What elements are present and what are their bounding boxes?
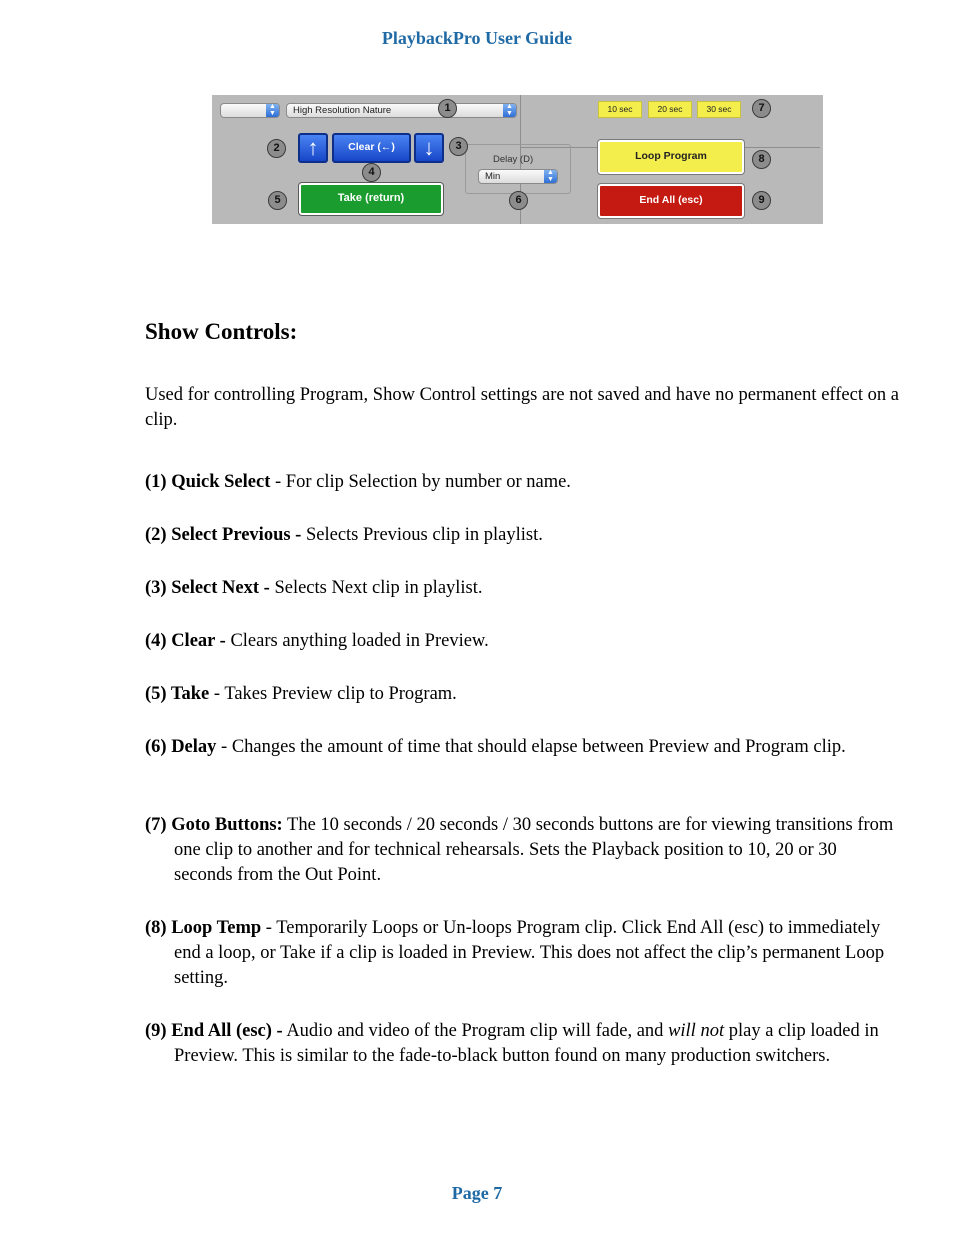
item-term: (8) Loop Temp — [145, 918, 262, 938]
quick-select-popup[interactable] — [286, 103, 517, 118]
goto-10-button[interactable]: 10 sec — [598, 101, 642, 118]
guide-title: PlaybackPro User Guide — [381, 28, 573, 48]
item-text: - Temporarily Loops or Un-loops Program clip. Click End All (esc) to immediately end a loop, or Take if a clip is loaded in Preview. This does not affect the clip’s permanent Loop setting. — [174, 918, 885, 988]
callout-7: 7 — [752, 99, 771, 118]
item-term: (7) Goto Buttons: — [145, 815, 283, 835]
callout-2: 2 — [267, 139, 286, 158]
delay-label: Delay (D) — [493, 154, 534, 165]
item-text: Audio and video of the Program clip will fade, and — [282, 1021, 669, 1041]
callout-1: 1 — [438, 99, 457, 118]
item-term: (4) Clear - — [145, 631, 226, 651]
goto-30-button[interactable]: 30 sec — [697, 101, 741, 118]
section-title: Show Controls: — [145, 319, 298, 344]
page-number: Page 7 — [451, 1183, 503, 1203]
list-item — [145, 1019, 899, 1069]
callout-9: 9 — [752, 191, 771, 210]
item-term: (9) End All (esc) - — [145, 1021, 283, 1041]
callout-3: 3 — [449, 137, 468, 156]
section-intro: Used for controlling Program, Show Control settings are not saved and have no permanent effect on a clip. — [145, 385, 899, 430]
item-term: (5) Take — [145, 684, 210, 704]
end-all-button[interactable]: End All (esc) — [598, 184, 744, 218]
item-text: The 10 seconds / 20 seconds / 30 seconds buttons are for viewing transitions from one clip to another and for technical rehearsals. Sets the Playback position to 10, 20 or 30 seconds from the Out Point. — [174, 815, 894, 885]
item-term: (3) Select Next - — [145, 578, 270, 598]
show-controls-panel — [212, 95, 823, 224]
delay-popup[interactable] — [478, 169, 558, 184]
popup-arrows-icon: ▲ ▼ — [266, 104, 279, 117]
list-item — [145, 576, 899, 601]
popup-arrows-icon: ▲ ▼ — [544, 170, 557, 183]
item-text: - Takes Preview clip to Program. — [209, 684, 457, 704]
loop-program-button[interactable]: Loop Program — [598, 140, 744, 174]
item-text: - Changes the amount of time that should elapse between Preview and Program clip. — [216, 737, 846, 757]
popup-arrows-icon: ▲ ▼ — [503, 104, 516, 117]
item-term: (2) Select Previous - — [145, 525, 302, 545]
list-item — [145, 813, 899, 888]
select-previous-button[interactable]: ↑ — [298, 133, 328, 163]
item-term: (6) Delay — [145, 737, 217, 757]
item-text: Clears anything loaded in Preview. — [225, 631, 489, 651]
clip-number-popup[interactable] — [220, 103, 280, 118]
list-item — [145, 523, 899, 548]
item-term: (1) Quick Select — [145, 472, 271, 492]
item-text: play a clip loaded in Preview. This is similar to the fade-to-black button found on many production switchers. — [174, 1021, 879, 1066]
list-item — [145, 916, 899, 991]
callout-6: 6 — [509, 191, 528, 210]
list-item — [145, 629, 899, 654]
clear-button[interactable]: Clear (←) — [332, 133, 411, 163]
item-emphasis: will not — [668, 1021, 725, 1041]
item-text: - For clip Selection by number or name. — [270, 472, 571, 492]
list-item — [145, 682, 899, 707]
select-next-button[interactable]: ↓ — [414, 133, 444, 163]
item-text: Selects Previous clip in playlist. — [301, 525, 543, 545]
delay-value: Min — [485, 171, 501, 182]
goto-20-button[interactable]: 20 sec — [648, 101, 692, 118]
take-button[interactable]: Take (return) — [299, 183, 443, 215]
list-item — [145, 735, 899, 760]
callout-5: 5 — [268, 191, 287, 210]
callout-8: 8 — [752, 150, 771, 169]
callout-4: 4 — [362, 163, 381, 182]
list-item — [145, 470, 899, 495]
item-text: Selects Next clip in playlist. — [269, 578, 483, 598]
quick-select-value: High Resolution Nature — [293, 105, 392, 116]
